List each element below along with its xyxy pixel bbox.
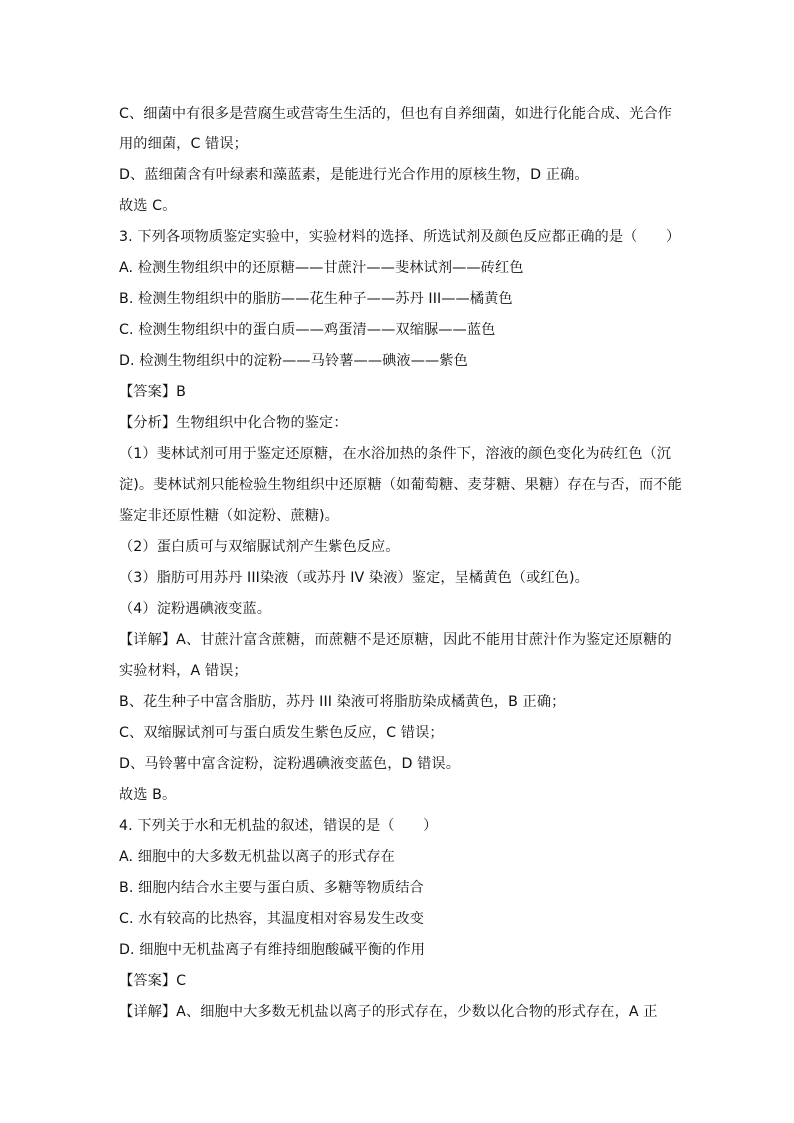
option-b: B. 细胞内结合水主要与蛋白质、多糖等物质结合 [119,880,424,896]
text-line: （4）淀粉遇碘液变蓝。 [119,601,272,617]
text-line: 实验材料，A 错误； [119,663,248,679]
option-c: C. 检测生物组织中的蛋白质——鸡蛋清——双缩脲——蓝色 [119,322,496,338]
text-line: （1）斐林试剂可用于鉴定还原糖，在水浴加热的条件下，溶液的颜色变化为砖红色（沉 [119,446,672,462]
text-line: C、细菌中有很多是营腐生或营寄生生活的，但也有自养细菌，如进行化能合成、光合作 [119,106,672,122]
option-b: B. 检测生物组织中的脂肪——花生种子——苏丹 III——橘黄色 [119,291,513,307]
text-line: 用的细菌，C 错误； [119,136,248,152]
text-line: 故选 B。 [119,787,177,803]
text-line: （2）蛋白质可与双缩脲试剂产生紫色反应。 [119,539,400,555]
option-c: C. 水有较高的比热容，其温度相对容易发生改变 [119,911,424,927]
text-line: D、蓝细菌含有叶绿素和藻蓝素，是能进行光合作用的原核生物，D 正确。 [119,167,589,183]
option-d: D. 检测生物组织中的淀粉——马铃薯——碘液——紫色 [119,353,468,369]
question-4-stem: 4. 下列关于水和无机盐的叙述，错误的是（ ） [119,818,438,834]
text-line: （3）脂肪可用苏丹 III染液（或苏丹 IV 染液）鉴定，呈橘黄色（或红色)。 [119,570,589,586]
text-line: B、花生种子中富含脂肪，苏丹 III 染液可将脂肪染成橘黄色，B 正确； [119,694,566,710]
option-a: A. 检测生物组织中的还原糖——甘蔗汁——斐林试剂——砖红色 [119,260,524,276]
detail-heading: 【详解】A、细胞中大多数无机盐以离子的形式存在，少数以化合物的形式存在，A 正 [119,1004,658,1020]
detail-heading: 【详解】A、甘蔗汁富含蔗糖，而蔗糖不是还原糖，因此不能用甘蔗汁作为鉴定还原糖的 [119,632,672,648]
question-3-stem: 3. 下列各项物质鉴定实验中，实验材料的选择、所选试剂及颜色反应都正确的是（ ） [119,229,681,245]
text-line: D、马铃薯中富含淀粉，淀粉遇碘液变蓝色，D 错误。 [119,756,460,772]
text-line: 淀)。斐林试剂只能检验生物组织中还原糖（如葡萄糖、麦芽糖、果糖）存在与否，而不能 [119,477,682,493]
answer-label: 【答案】C [119,973,187,989]
text-line: C、双缩脲试剂可与蛋白质发生紫色反应，C 错误； [119,725,444,741]
text-line: 故选 C。 [119,198,177,214]
text-line: 鉴定非还原性糖（如淀粉、蔗糖)。 [119,508,339,524]
analysis-heading: 【分析】生物组织中化合物的鉴定： [119,415,348,431]
answer-label: 【答案】B [119,384,186,400]
option-d: D. 细胞中无机盐离子有维持细胞酸碱平衡的作用 [119,942,425,958]
option-a: A. 细胞中的大多数无机盐以离子的形式存在 [119,849,395,865]
